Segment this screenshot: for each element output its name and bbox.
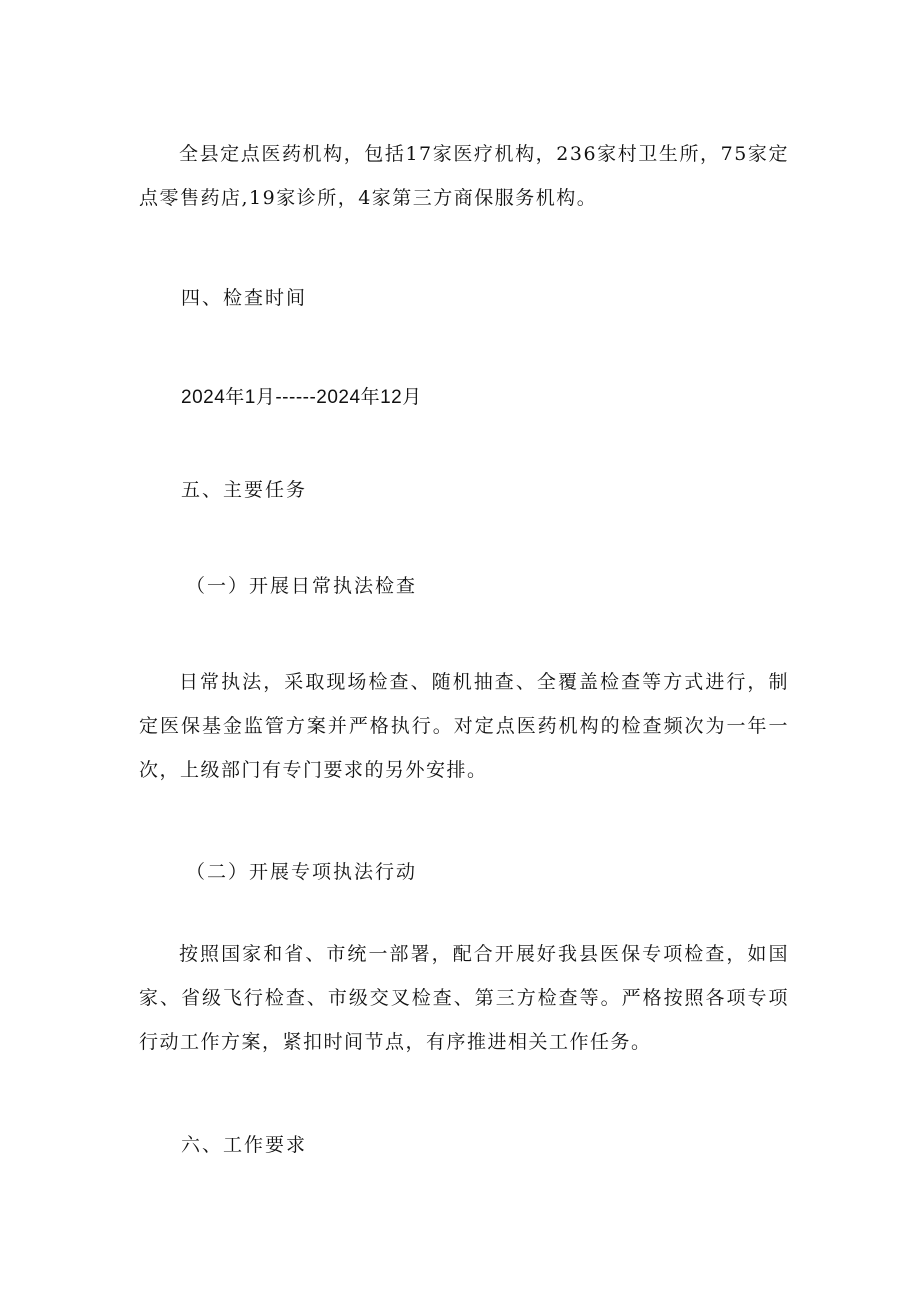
sub-heading-special-enforcement: （二）开展专项执法行动 — [186, 861, 418, 883]
paragraph-daily-enforcement: 日常执法，采取现场检查、随机抽查、全覆盖检查等方式进行，制定医保基金监管方案并严格执行。对定点医药机构的检查频次为一年一次，上级部门有专门要求的另外安排。 — [139, 671, 789, 781]
inspection-date-range: 2024年1月------2024年12月 — [181, 387, 422, 408]
section-heading-work-requirements: 六、工作要求 — [181, 1134, 308, 1156]
section-heading-main-tasks: 五、主要任务 — [181, 479, 308, 501]
paragraph-scope: 全县定点医药机构，包括17家医疗机构，236家村卫生所，75家定点零售药店,19家诊所，4家第三方商保服务机构。 — [139, 143, 789, 209]
paragraph-special-enforcement: 按照国家和省、市统一部署，配合开展好我县医保专项检查，如国家、省级飞行检查、市级交叉检查、第三方检查等。严格按照各项专项行动工作方案，紧扣时间节点，有序推进相关工作任务。 — [139, 943, 789, 1053]
section-heading-inspection-time: 四、检查时间 — [181, 287, 308, 309]
sub-heading-daily-enforcement: （一）开展日常执法检查 — [186, 575, 418, 597]
